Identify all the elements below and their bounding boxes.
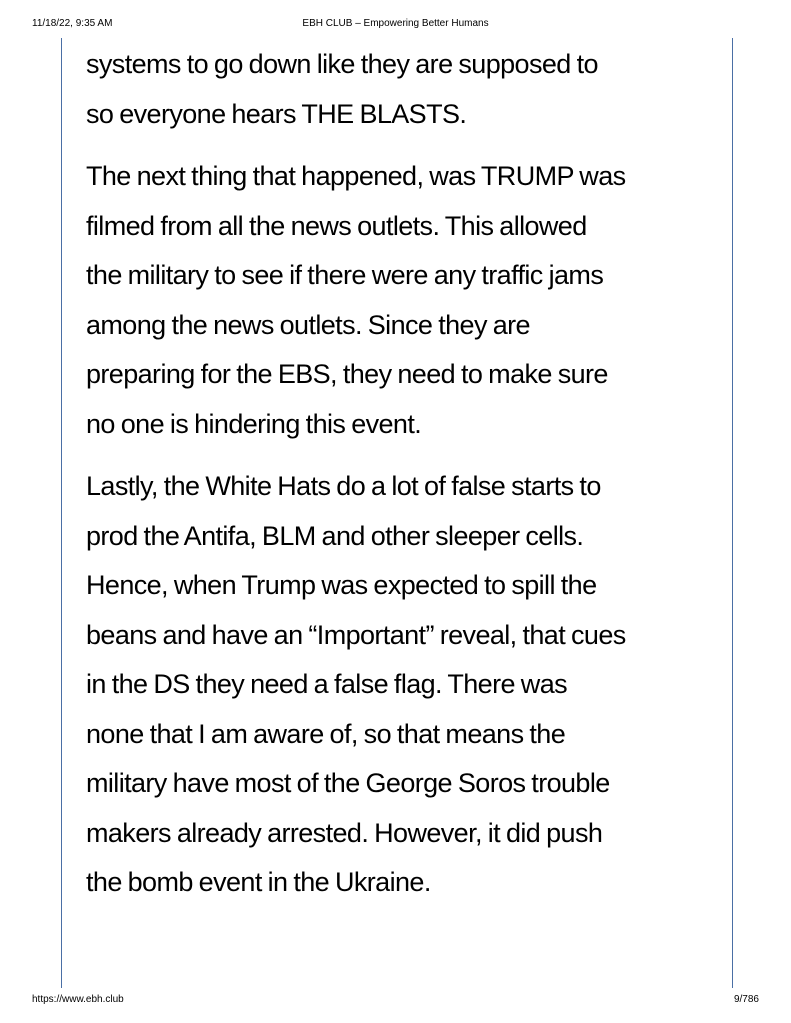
paragraph-1: [86, 40, 726, 139]
text-line: filmed from all the news outlets. This allowed: [86, 210, 587, 241]
text-line: the military to see if there were any traffic jams: [86, 260, 604, 290]
paragraph-3: [86, 462, 726, 908]
text-line: no one is hindering this event.: [86, 408, 422, 439]
article-body: [86, 40, 726, 921]
text-line: prod the Antifa, BLM and other sleeper cells.: [86, 520, 584, 551]
text-line: among the news outlets. Since they are: [86, 309, 530, 340]
print-datetime: 11/18/22, 9:35 AM: [32, 18, 113, 29]
text-line: beans and have an “Important” reveal, that cues: [86, 619, 626, 650]
text-line: none that I am aware of, so that means the: [86, 718, 566, 749]
text-line: preparing for the EBS, they need to make sure: [86, 359, 608, 389]
text-line: systems to go down like they are supposed to: [86, 49, 598, 79]
text-line: so everyone hears THE BLASTS.: [86, 98, 467, 129]
right-border-line: [732, 38, 733, 988]
text-line: in the DS they need a false flag. There was: [86, 669, 568, 699]
text-line: Hence, when Trump was expected to spill the: [86, 570, 597, 600]
print-page-number: 9/786: [733, 994, 759, 1005]
text-line: The next thing that happened, was TRUMP was: [86, 161, 626, 191]
text-line: military have most of the George Soros trouble: [86, 768, 610, 798]
print-page-title: EBH CLUB – Empowering Better Humans: [302, 18, 489, 29]
print-url: https://www.ebh.club: [32, 994, 124, 1005]
text-line: the bomb event in the Ukraine.: [86, 867, 431, 897]
text-line: makers already arrested. However, it did push: [86, 817, 603, 848]
left-border-line: [61, 38, 62, 988]
text-line: Lastly, the White Hats do a lot of false starts to: [86, 471, 601, 501]
paragraph-2: [86, 152, 726, 449]
